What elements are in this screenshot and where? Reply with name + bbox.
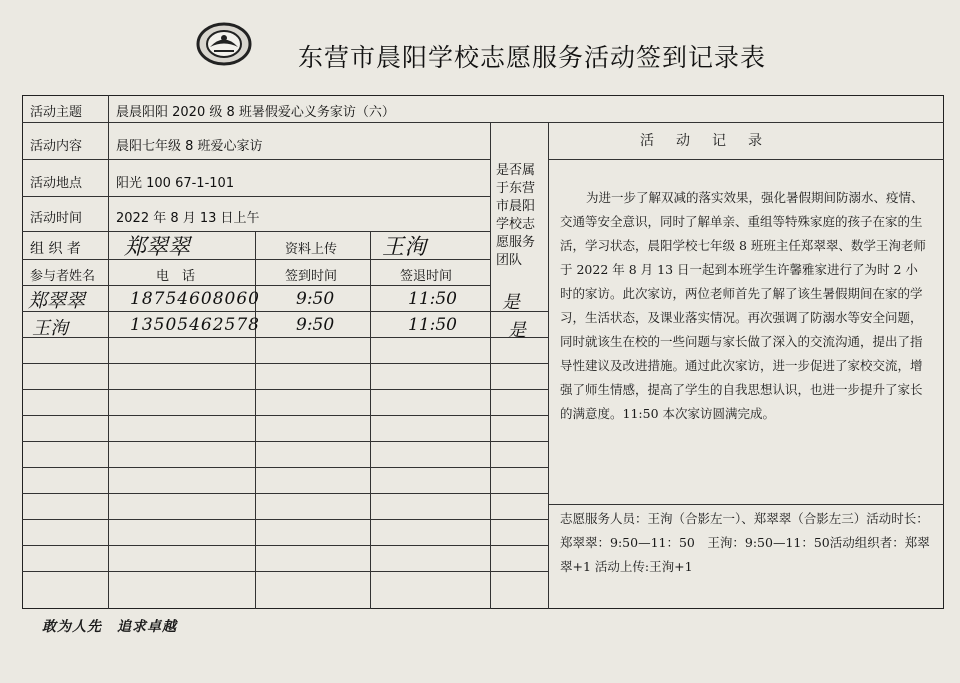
upload-signature: 王洵 xyxy=(382,235,427,260)
participant-phone: 13505462578 xyxy=(130,315,260,335)
school-emblem-icon xyxy=(196,22,252,66)
page-title: 东营市晨阳学校志愿服务活动签到记录表 xyxy=(298,43,767,72)
school-motto: 敢为人先 追求卓越 xyxy=(42,619,177,635)
organizer-label: 组 织 者 xyxy=(30,241,81,257)
header-signin: 签到时间 xyxy=(285,269,338,284)
participant-name: 王洵 xyxy=(32,318,68,339)
participant-name: 郑翠翠 xyxy=(28,290,86,312)
header-signout: 签退时间 xyxy=(400,269,453,284)
header-phone: 电 话 xyxy=(156,269,196,284)
team-belongs-label: 是否属于东营市晨阳学校志愿服务团队 xyxy=(496,163,536,268)
record-title: 活动记录 xyxy=(640,133,784,149)
record-summary: 志愿服务人员：王洵（合影左一）、郑翠翠（合影左三）活动时长：郑翠翠：9:50—11：50 王洵：9:50—11：50活动组织者：郑翠翠+1 活动上传:王洵+1 xyxy=(560,511,930,574)
upload-label: 资料上传 xyxy=(285,242,338,257)
time-value: 2022 年 8 月 13 日上午 xyxy=(116,211,260,226)
location-value: 阳光 100 67-1-101 xyxy=(116,176,235,191)
participant-signout: 11:50 xyxy=(408,315,457,335)
participant-belongs: 是 xyxy=(508,320,526,341)
participant-phone: 18754608060 xyxy=(130,289,260,309)
organizer-signature: 郑翠翠 xyxy=(124,235,191,260)
time-label: 活动时间 xyxy=(30,211,83,226)
location-label: 活动地点 xyxy=(30,176,83,191)
content-label: 活动内容 xyxy=(30,139,83,154)
participant-belongs: 是 xyxy=(502,292,520,313)
participant-signout: 11:50 xyxy=(408,289,457,309)
record-paragraph: 为进一步了解双减的落实效果，强化暑假期间防溺水、疫情、交通等安全意识，同时了解单亲、重组等特殊家庭的孩子在家的生活，学习状态，晨阳学校七年级 8 班班主任郑翠翠、数学王洵老师于 2022 年 8 月 13 日一起到本班学生许馨雅家进行了为时 2 小时的家访。此次家访，两位老师首先了解了该生暑假期间在家的学习，生活状态，及课业落实情况。再次强调了防溺水等安全问题，同时就该生在校的一些问题与家长做了深入的交流沟通，提出了指导性建议及改进措施。通过此次家访，进一步促进了家校交流，增强了师生情感，提高了学生的自我思想认识，也进一步提升了家长的满意度。11:50 本次家访圆满完成。 xyxy=(560,190,926,421)
content-value: 晨阳七年级 8 班爱心家访 xyxy=(116,139,263,154)
theme-value: 晨晨阳阳 2020 级 8 班暑假爱心义务家访（六） xyxy=(116,105,395,120)
participant-signin: 9:50 xyxy=(296,315,335,335)
header-name: 参与者姓名 xyxy=(30,269,96,284)
theme-label: 活动主题 xyxy=(30,105,83,120)
participant-signin: 9:50 xyxy=(296,289,335,309)
